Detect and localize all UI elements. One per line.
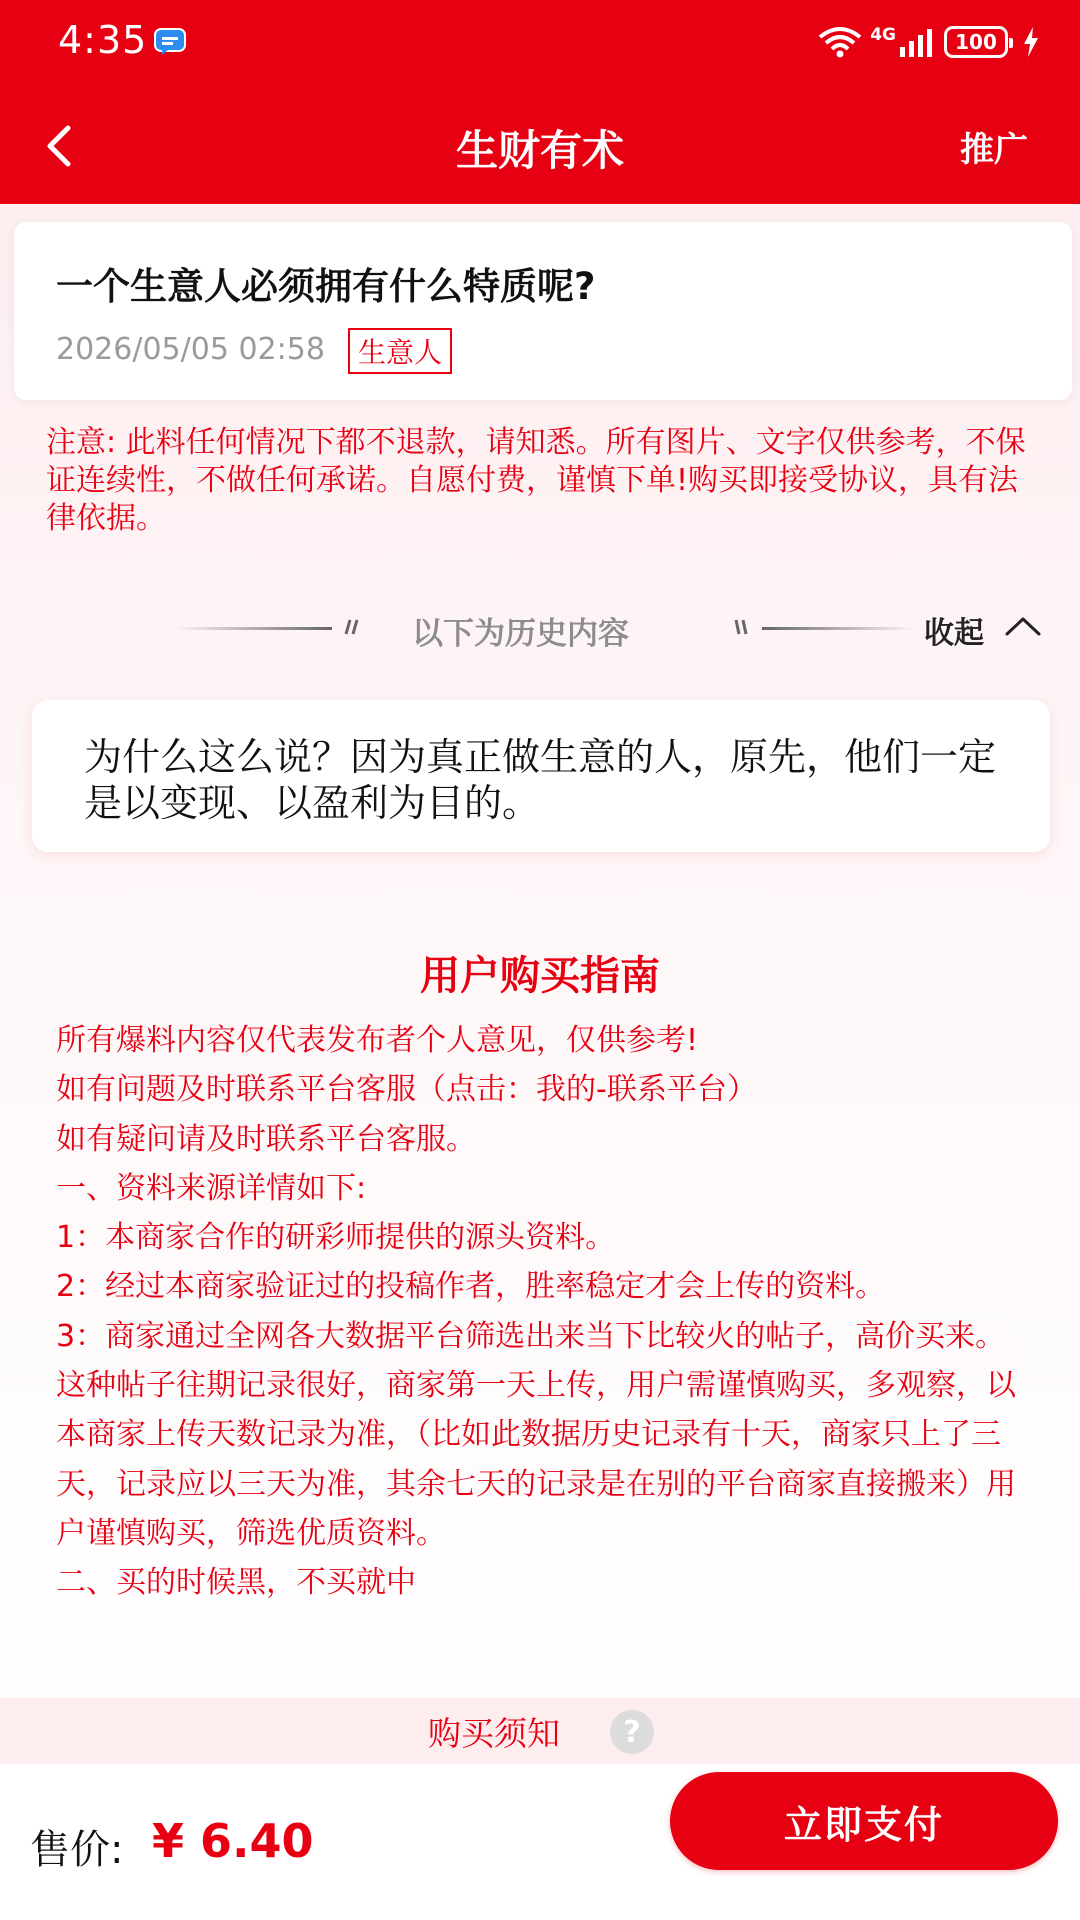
refund-notice: 注意: 此料任何情况下都不退款，请知悉。所有图片、文字仅供参考，不保证连续性，不做任何承诺。自愿付费，谨慎下单!购买即接受协议，具有法律依据。 (46, 425, 1026, 536)
message-notification-icon (154, 28, 186, 56)
history-divider (0, 600, 1080, 650)
chevron-up-icon[interactable] (1004, 614, 1042, 638)
guide-line: 3：商家通过全网各大数据平台筛选出来当下比较火的帖子，高价买来。这种帖子往期记录很好，商家第一天上传，用户需谨慎购买，多观察，以本商家上传天数记录为准，（比如此数据历史记录有十天，商家只上了三天，记录应以三天为准，其余七天的记录是在别的平台商家直接搬来）用户谨慎购买，筛选优质资料。 (56, 1318, 1016, 1551)
status-bar (0, 0, 1080, 84)
history-content: 为什么这么说？因为真正做生意的人，原先，他们一定是以变现、以盈利为目的。 (84, 735, 997, 825)
article-tag[interactable]: 生意人 (348, 328, 452, 374)
promote-button[interactable]: 推广 (960, 130, 1028, 170)
nav-bar (0, 100, 1080, 190)
help-icon[interactable]: ? (610, 1710, 654, 1754)
collapse-button[interactable]: 收起 (924, 616, 984, 651)
guide-line: 如有问题及时联系平台客服（点击：我的-联系平台） (56, 1072, 757, 1108)
battery-icon (944, 26, 1008, 58)
battery-level: 100 (955, 30, 997, 54)
purchase-guide-title: 用户购买指南 (420, 953, 660, 999)
guide-line: 1：本商家合作的研彩师提供的源头资料。 (56, 1220, 616, 1256)
guide-line: 一、资料来源详情如下: (56, 1170, 367, 1206)
guide-line: 所有爆料内容仅代表发布者个人意见，仅供参考! (56, 1023, 699, 1058)
divider-line-left (176, 627, 332, 630)
header (0, 0, 1080, 204)
signal-icon (898, 27, 936, 57)
guide-line: 二、买的时候黑，不买就中 (56, 1565, 416, 1601)
charging-icon (1022, 27, 1040, 57)
history-content-card (32, 700, 1050, 852)
purchase-notice-strip[interactable] (0, 1698, 1080, 1764)
price-label: 售价: (30, 1827, 124, 1873)
wifi-icon (818, 25, 862, 59)
status-indicators (818, 22, 1040, 62)
article-title: 一个生意人必须拥有什么特质呢? (56, 265, 596, 308)
network-type: 4G (870, 25, 896, 45)
article-datetime: 2026/05/05 02:58 (56, 332, 325, 367)
bottom-bar (0, 1764, 1080, 1920)
divider-dash-left (340, 616, 360, 638)
divider-line-right (762, 627, 914, 630)
divider-dash-right (732, 616, 756, 638)
price-value: ¥ 6.40 (152, 1814, 314, 1868)
pay-now-button[interactable]: 立即支付 (670, 1772, 1058, 1870)
purchase-notice-label[interactable]: 购买须知 (428, 1714, 560, 1753)
guide-line: 2：经过本商家验证过的投稿作者，胜率稳定才会上传的资料。 (56, 1269, 886, 1305)
status-time: 4:35 (58, 18, 148, 62)
history-label: 以下为历史内容 (412, 616, 629, 652)
guide-line: 如有疑问请及时联系平台客服。 (56, 1121, 476, 1157)
article-header-card (14, 222, 1072, 400)
purchase-guide-body (56, 1016, 1024, 1608)
page-title: 生财有术 (455, 126, 624, 175)
